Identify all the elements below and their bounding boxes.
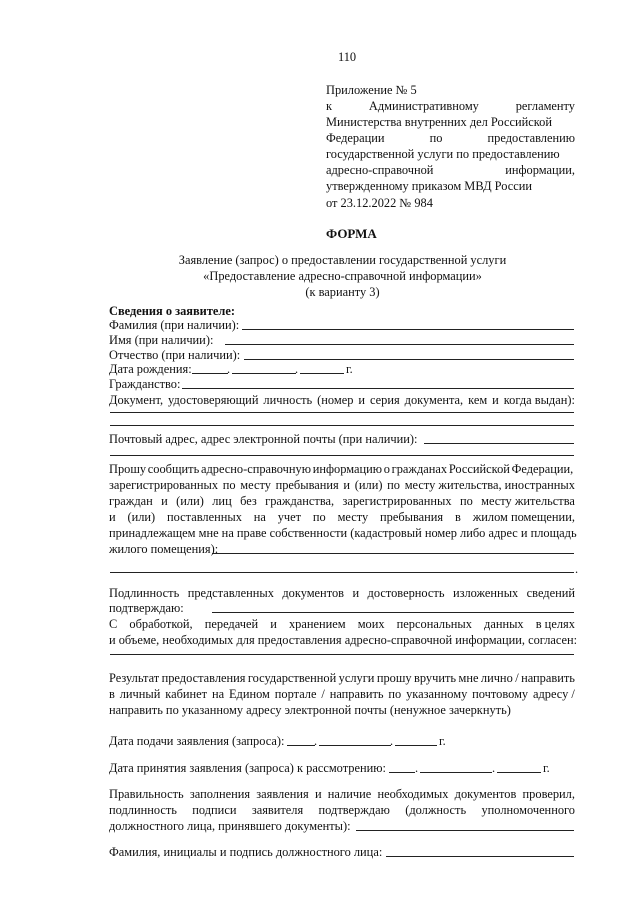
appendix-line: государственной услуги по предоставлению [326, 147, 560, 161]
section-heading: Сведения о заявителе: [109, 304, 235, 318]
year-suffix: г. [439, 734, 446, 748]
consent-line: и объеме, необходимых для предоставления адресно-справочной информации, согласен: [109, 633, 578, 647]
id-document-label: Документ, удостоверяющий личность (номер и серия документа, кем и когда выдан): [109, 393, 575, 407]
dot-separator: . [295, 362, 299, 376]
result-line: в личный кабинет на Едином портале / направить по указанному почтовому адресу / [109, 687, 575, 701]
surname-label: Фамилия (при наличии): [109, 318, 240, 332]
acceptance-date-label: Дата принятия заявления (запроса) к рассмотрению: [109, 761, 386, 775]
form-title: Заявление (запрос) о предоставлении государственной услуги [178, 253, 507, 267]
form-title: «Предоставление адресно-справочной информации» [203, 269, 482, 283]
form-label: ФОРМА [326, 226, 377, 241]
submission-year-field[interactable] [395, 745, 437, 746]
official-line: должностного лица, принявшего документы): [109, 819, 351, 833]
submission-date-label: Дата подачи заявления (запроса): [109, 734, 285, 748]
request-line: граждан и (или) лиц без гражданства, зарегистрированных по месту жительства [109, 494, 575, 508]
request-line: и (или) поставленных на учет по месту пребывания в жилом помещении, [109, 510, 575, 524]
year-suffix: г. [543, 761, 550, 775]
postal-address-label: Почтовый адрес, адрес электронной почты (при наличии): [109, 432, 418, 446]
request-line: зарегистрированных по месту пребывания и (или) по месту жительства, иностранных [109, 478, 575, 492]
dot-separator: . [390, 734, 394, 748]
consent-field[interactable] [110, 654, 574, 655]
consent-line: С обработкой, передачей и хранением моих персональных данных в целях [109, 617, 575, 631]
appendix-line: адресно-справочной информации, [326, 163, 575, 177]
name-label: Имя (при наличии): [109, 333, 214, 347]
authenticity-line: подтверждаю: [109, 601, 184, 615]
citizenship-field[interactable] [182, 388, 574, 389]
signature-label: Фамилия, инициалы и подпись должностного лица: [109, 845, 383, 859]
appendix-line: Федерации по предоставлению [326, 131, 575, 145]
result-line: направить по указанному адресу электронной почты (ненужное зачеркнуть) [109, 703, 511, 717]
request-line: жилого помещения): [109, 542, 219, 556]
appendix-line: от 23.12.2022 № 984 [326, 196, 433, 210]
acceptance-month-field[interactable] [420, 772, 492, 773]
postal-address-field[interactable] [424, 443, 574, 444]
page-number: 110 [338, 50, 357, 64]
dot-separator: . [227, 362, 231, 376]
end-dot: . [575, 562, 579, 576]
birth-year-field[interactable] [300, 373, 344, 374]
appendix-line: утвержденному приказом МВД России [326, 179, 533, 193]
request-line: принадлежащем мне на праве собственности (кадастровый номер либо адрес и площадь [109, 526, 577, 540]
form-subtitle: (к варианту 3) [305, 285, 380, 299]
birth-date-label: Дата рождения: [109, 362, 192, 376]
dot-separator: . [492, 761, 496, 775]
birth-day-field[interactable] [192, 373, 228, 374]
id-document-field[interactable] [110, 425, 574, 426]
citizenship-label: Гражданство: [109, 377, 181, 391]
appendix-line: Приложение № 5 [326, 83, 417, 97]
year-suffix: г. [346, 362, 353, 376]
birth-month-field[interactable] [232, 373, 296, 374]
result-line: Результат предоставления государственной услуги прошу вручить мне лично / направить [109, 671, 575, 685]
surname-field[interactable] [242, 329, 574, 330]
request-line: Прошу сообщить адресно-справочную информацию о гражданах Российской Федерации, [109, 462, 574, 476]
acceptance-day-field[interactable] [389, 772, 415, 773]
signature-field[interactable] [386, 856, 574, 857]
authenticity-line: Подлинность представленных документов и достоверность изложенных сведений [109, 586, 575, 600]
name-field[interactable] [225, 344, 574, 345]
official-line: Правильность заполнения заявления и наличие необходимых документов проверил, [109, 787, 575, 801]
postal-address-field[interactable] [110, 455, 574, 456]
authenticity-field[interactable] [212, 612, 574, 613]
acceptance-year-field[interactable] [497, 772, 541, 773]
patronymic-label: Отчество (при наличии): [109, 348, 241, 362]
property-field[interactable] [212, 553, 574, 554]
id-document-field[interactable] [110, 412, 574, 413]
appendix-line: к Административному регламенту [326, 99, 575, 113]
submission-month-field[interactable] [319, 745, 391, 746]
submission-day-field[interactable] [287, 745, 315, 746]
official-position-field[interactable] [356, 830, 574, 831]
patronymic-field[interactable] [244, 359, 574, 360]
property-field[interactable] [110, 572, 574, 573]
official-line: подлинность подписи заявителя подтверждаю (должность уполномоченного [109, 803, 575, 817]
appendix-line: Министерства внутренних дел Российской [326, 115, 552, 129]
dot-separator: . [415, 761, 419, 775]
dot-separator: . [314, 734, 318, 748]
